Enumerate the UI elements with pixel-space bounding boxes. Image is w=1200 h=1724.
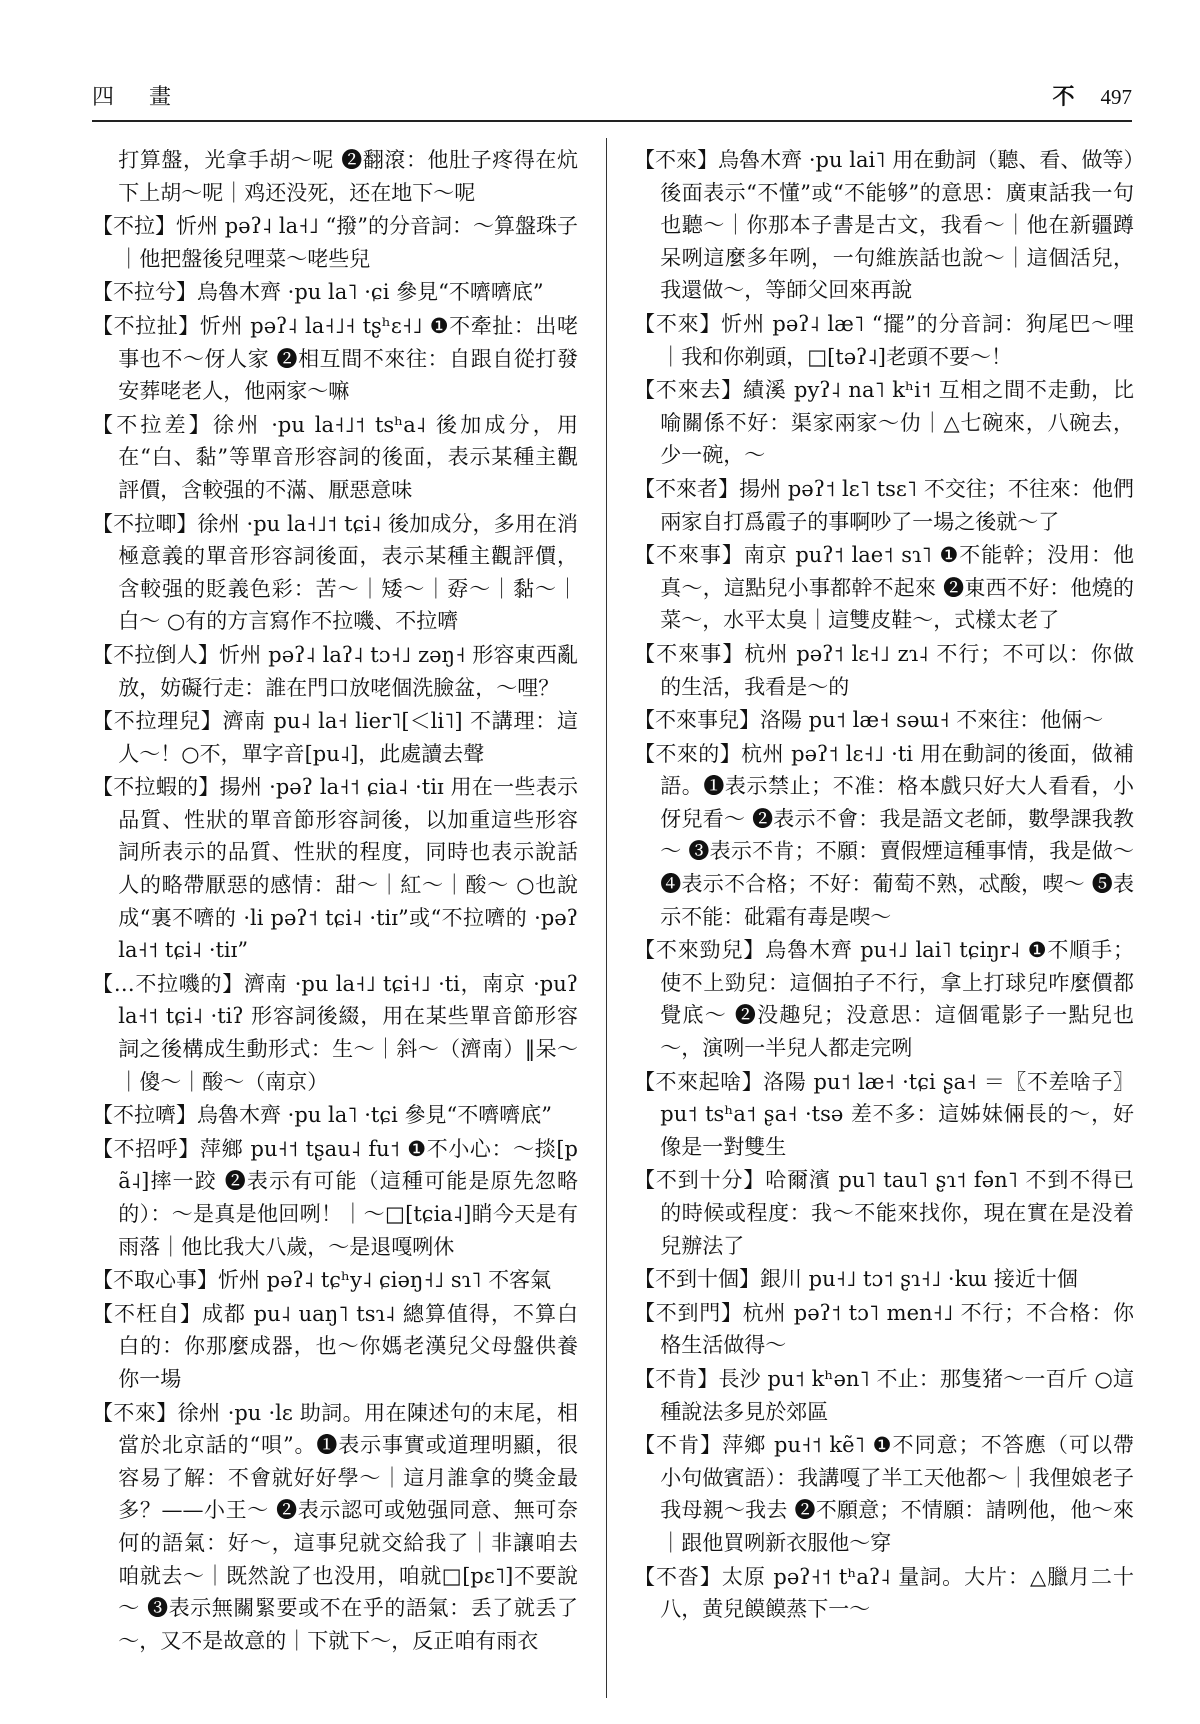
- header-rule: [92, 120, 1132, 122]
- headword: 不: [1052, 84, 1075, 110]
- entry: 【不到門】杭州 pəʔ˦ tɔ˥ men˧˩ 不行；不合格：你格生活做得～: [634, 1300, 1134, 1358]
- entry: 【不來】忻州 pəʔ˨ læ˥ “擺”的分音詞：狗尾巴～哩｜我和你剃頭，□[təʔ˨]老頭不要～！: [634, 311, 1134, 369]
- page-header: [92, 80, 1132, 122]
- left-column: [92, 144, 578, 1658]
- entry: 【不拉差】徐州 ·pu la˧˩˦ tsʰa˨ 後加成分，用在“白、黏”等單音形容詞的後面，表示某種主觀評價，含較强的不滿、厭惡意味: [92, 412, 578, 502]
- entry: 【不來勁兒】烏魯木齊 pu˧˩ lai˥ tɕiŋr˨ ❶不順手；使不上勁兒：這個拍子不行，拿上打球兒咋麼價都覺底～ ❷没趣兒；没意思：這個電影子一點兒也～，演咧一半兒人都走完咧: [634, 938, 1134, 1061]
- entry: 【不來事兒】洛陽 pu˦ læ˧ səɯ˧ 不來往：他倆～: [634, 708, 1104, 733]
- entry: 【不拉嚌】烏魯木齊 ·pu la˥ ·tɕi 參見“不嚌嚌底”: [92, 1103, 552, 1128]
- entry: 【不招呼】萍鄉 pu˧˦ tʂau˨ fu˦ ❶不小心：～掞[pã˨]摔一跤 ❷表示有可能（這種可能是原先忽略的）：～是真是他回咧！｜～□[tɕia˨]睄今天是有雨落｜他比我大八歲，～是退嘎咧休: [92, 1136, 578, 1259]
- entry: 【不來的】杭州 pəʔ˦ lɛ˧˩ ·ti 用在動詞的後面，做補語。❶表示禁止；不准：格本戲只好大人看看，小伢兒看～ ❷表示不會：我是語文老師，數學課我教～ ❸表示不肯；不願：賣假煙這種事情，我是做～ ❹表示不合格；不好：葡萄不熟，忒酸，喫～ ❺表示不能：砒霜有毒是喫～: [634, 741, 1134, 929]
- entry: 【不拉唧】徐州 ·pu la˧˩˦ tɕi˨ 後加成分，多用在消極意義的單音形容詞後面，表示某種主觀評價，含較强的貶義色彩：苦～｜矮～｜孬～｜黏～｜白～ ○有的方言寫作不拉嘰、不拉嚌: [92, 511, 578, 634]
- entry: 【不來事】南京 puʔ˦ lae˦ sɿ˥ ❶不能幹；没用：他真～，這點兒小事都幹不起來 ❷東西不好：他燒的菜～，水平太臭｜這雙皮鞋～，式樣太老了: [634, 543, 1134, 633]
- entry: 【不來】徐州 ·pu ·lɛ 助詞。用在陳述句的末尾，相當於北京話的“唄”。❶表示事實或道理明顯，很容易了解：不會就好好學～｜這月誰拿的獎金最多？——小王～ ❷表示認可或勉强同意、無可奈何的語氣：好～，這事兒就交給我了｜非讓咱去咱就去～｜既然說了也没用，咱就□[pɛ˥]不要說～ ❸表示無關緊要或不在乎的語氣：丢了就丢了～，又不是故意的｜下就下～，反正咱有雨衣: [92, 1400, 578, 1653]
- entry: 【不來事】杭州 pəʔ˦ lɛ˧˩ zɿ˨ 不行；不可以：你做的生活，我看是～的: [634, 641, 1134, 699]
- entry: 【不拉兮】烏魯木齊 ·pu la˥ ·ɕi 參見“不嚌嚌底”: [92, 280, 544, 305]
- entry: 打算盤，光拿手胡～呢 ❷翻滾：他肚子疼得在炕下上胡～呢｜鸡还没死，还在地下～呢: [118, 148, 578, 205]
- entry: 【不來去】績溪 pyʔ˨ na˥ kʰi˦ 互相之間不走動，比喻關係不好：渠家兩家～仂｜△七碗來，八碗去，少一碗，～: [634, 378, 1134, 468]
- entry: 【不來起啥】洛陽 pu˦ læ˧ ·tɕi ʂa˧ ＝〖不差啥子〗pu˦ tsʰa˦ ʂa˧ ·tsə 差不多：這姊妹倆長的～，好像是一對雙生: [634, 1069, 1134, 1159]
- right-column: [634, 144, 1134, 1627]
- entry: 【不到十分】哈爾濱 pu˥ tau˥ ʂɿ˦ fən˥ 不到不得已的時候或程度：我～不能來找你，現在實在是没着兒辦法了: [634, 1168, 1134, 1258]
- entry: 【不肯】萍鄉 pu˧˦ kẽ˥ ❶不同意；不答應（可以帶小句做賓語）：我講嘎了半工天他都～｜我俚娘老子我母親～我去 ❷不願意；不情願：請咧他，他～來｜跟他買咧新衣服他～穿: [634, 1433, 1134, 1555]
- section-title: 四 畫: [92, 85, 185, 110]
- entry: 【不枉自】成都 pu˨ uaŋ˥ tsɿ˨ 總算值得，不算白白的：你那麼成器，也～你媽老漢兒父母盤供養你一場: [92, 1301, 578, 1391]
- running-head: [1052, 80, 1132, 111]
- entry: 【不取心事】忻州 pəʔ˨ tɕʰy˨ ɕiəŋ˧˩ sɿ˥ 不客氣: [92, 1268, 552, 1293]
- entry: 【…不拉嘰的】濟南 ·pu la˧˩ tɕi˧˩ ·ti，南京 ·puʔ la˧˦ tɕi˨ ·tiʔ 形容詞後綴，用在某些單音節形容詞之後構成生動形式：生～｜斜～（濟南）‖呆～｜傻～｜酸～（南京）: [92, 971, 578, 1094]
- entry: 【不肯】長沙 pu˦ kʰən˥ 不止：那隻猪～一百斤 ○這種說法多見於郊區: [634, 1366, 1134, 1424]
- entry: 【不來者】揚州 pəʔ˦ lɛ˥ tsɛ˥ 不交往；不往來：他們兩家自打爲霞子的事啊吵了一場之後就～了: [634, 476, 1134, 534]
- entry: 【不拉理兒】濟南 pu˨ la˧ lier˥[＜li˥] 不講理：這人～！○不，單字音[pu˨]，此處讀去聲: [92, 709, 578, 766]
- page-number: 497: [1100, 85, 1132, 109]
- entry: 【不到十個】銀川 pu˧˩ tɔ˦ ʂɿ˧˩ ·kɯ 接近十個: [634, 1267, 1078, 1292]
- entry: 【不來】烏魯木齊 ·pu lai˥ 用在動詞（聽、看、做等）後面表示“不懂”或“不能够”的意思：廣東話我一句也聽～｜你那本子書是古文，我看～｜他在新疆蹲呆咧這麼多年咧，一句維族話也說～｜這個活兒，我還做～，等師父回來再說: [634, 148, 1134, 303]
- entry: 【不拉蝦的】揚州 ·pəʔ la˧˦ ɕia˨ ·tiɪ 用在一些表示品質、性狀的單音節形容詞後，以加重這些形容詞所表示的品質、性狀的程度，同時也表示說話人的略帶厭惡的感情：甜～｜紅～｜酸～ ○也說成“裏不嚌的 ·li pəʔ˦ tɕi˨ ·tiɪ”或“不拉嚌的 ·pəʔ la˧˦ tɕi˨ ·tiɪ”: [92, 775, 578, 963]
- column-divider: [606, 138, 607, 1698]
- entry: 【不拉】忻州 pəʔ˨ la˧˩ “撥”的分音詞：～算盤珠子｜他把盤後兒哩菜～咾些兒: [92, 214, 578, 271]
- entry: 【不拉扯】忻州 pəʔ˨ la˧˩˧ tʂʰɛ˧˩ ❶不牽扯：出咾事也不～伢人家 ❷相互間不來往：自跟自從打發安葬咾老人，他兩家～嘛: [92, 313, 578, 404]
- entry: 【不沓】太原 pəʔ˧˦ tʰaʔ˨ 量詞。大片：△臘月二十八，黄兒饃饃蒸下一～: [634, 1564, 1134, 1622]
- entry: 【不拉倒人】忻州 pəʔ˨ laʔ˨ tɔ˧˩ zəŋ˧ 形容東西亂放，妨礙行走：誰在門口放咾個洗臉盆，～哩？: [92, 642, 578, 700]
